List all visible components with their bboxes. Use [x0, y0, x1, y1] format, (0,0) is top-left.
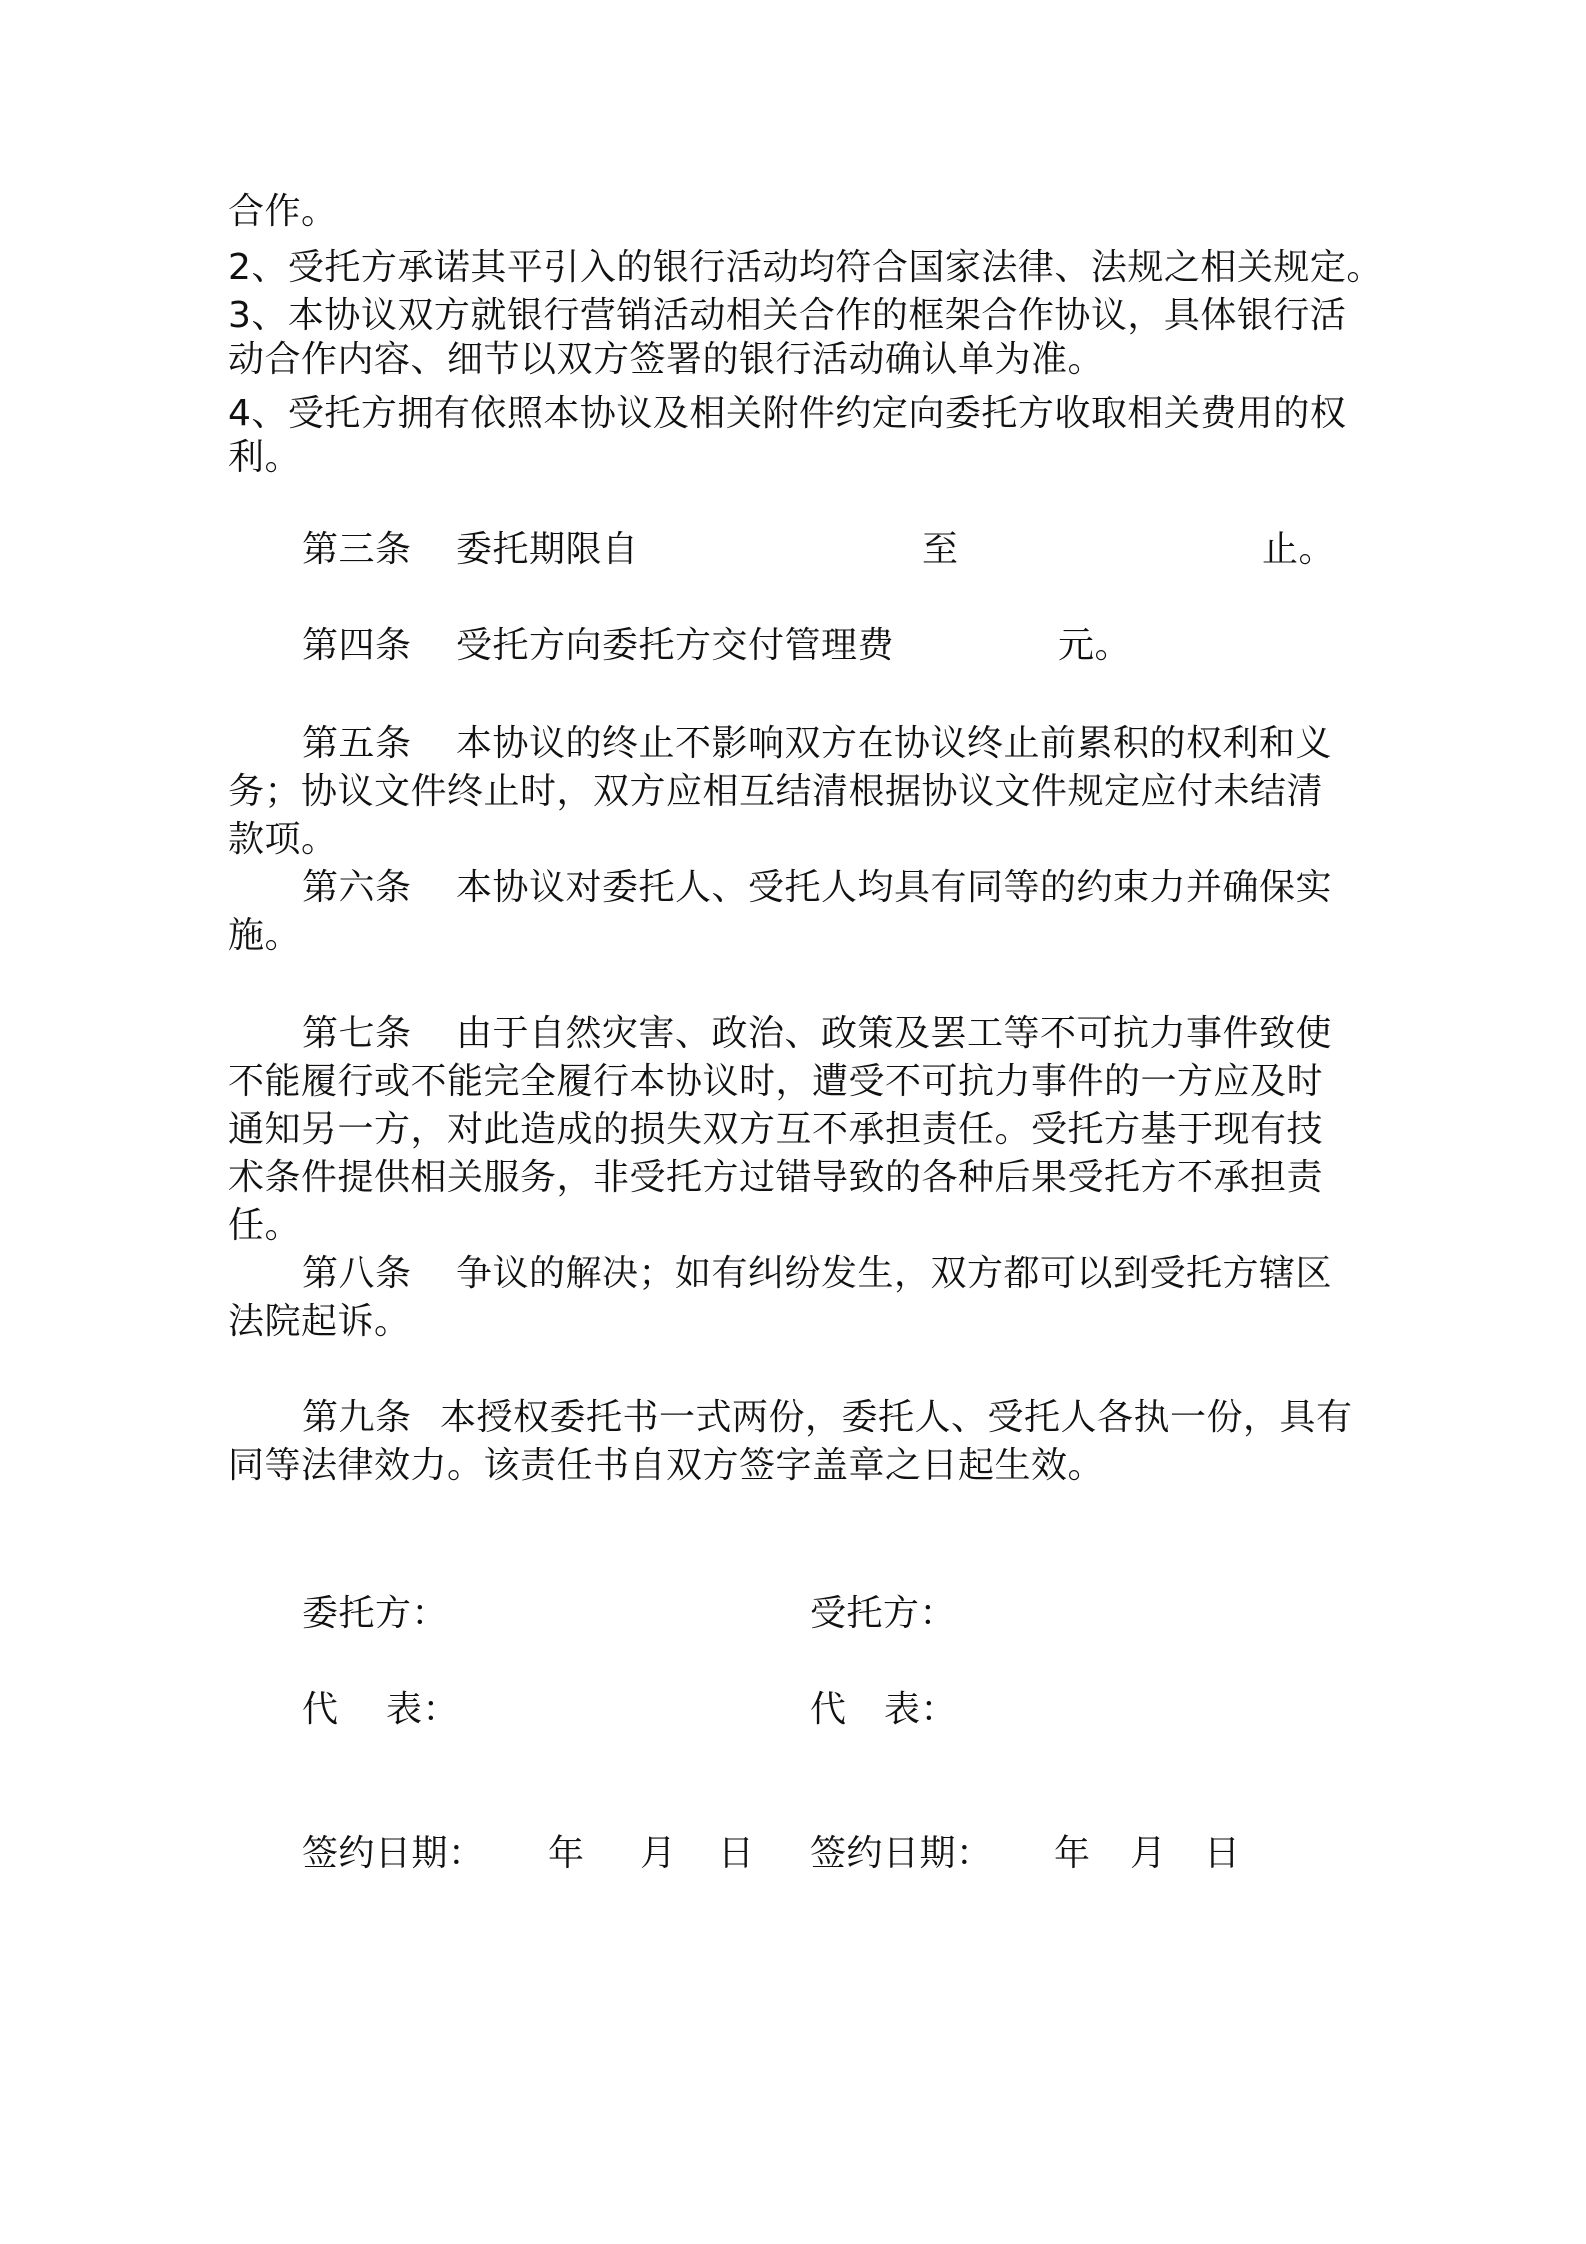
clause-4-line-1: 4、受托方拥有依照本协议及相关附件约定向委托方收取相关费用的权: [228, 393, 1347, 434]
agent-rep-label-1: 代: [810, 1689, 847, 1730]
article-3-end: 止。: [1262, 529, 1336, 570]
article-3-mid: 至: [922, 529, 959, 570]
clause-4-line-2: 利。: [228, 437, 302, 478]
article-8-label: 第八条: [302, 1253, 412, 1294]
paragraph-continuation: 合作。: [228, 191, 338, 232]
principal-rep-label-1: 代: [302, 1689, 339, 1730]
article-5-line-1: 本协议的终止不影响双方在协议终止前累积的权利和义: [456, 723, 1333, 764]
article-5-line-2: 务；协议文件终止时，双方应相互结清根据协议文件规定应付未结清: [228, 771, 1324, 812]
clause-2: 2、受托方承诺其平引入的银行活动均符合国家法律、法规之相关规定。: [228, 247, 1383, 288]
article-9-line-1: 本授权委托书一式两份，委托人、受托人各执一份，具有: [440, 1397, 1353, 1438]
agent-date-label: 签约日期：: [810, 1833, 993, 1874]
principal-rep-label-2: 表：: [386, 1689, 460, 1730]
principal-label: 委托方：: [302, 1593, 449, 1634]
article-9-label: 第九条: [302, 1397, 412, 1438]
principal-date-month: 月: [640, 1833, 677, 1874]
article-3-label: 第三条: [302, 529, 412, 570]
article-8-line-2: 法院起诉。: [228, 1301, 411, 1342]
article-7-line-1: 由于自然灾害、政治、政策及罢工等不可抗力事件致使: [456, 1013, 1333, 1054]
article-3-text: 委托期限自: [456, 529, 639, 570]
principal-date-day: 日: [718, 1833, 755, 1874]
agent-label: 受托方：: [810, 1593, 957, 1634]
agent-date-month: 月: [1130, 1833, 1167, 1874]
article-7-line-2: 不能履行或不能完全履行本协议时，遭受不可抗力事件的一方应及时: [228, 1061, 1324, 1102]
article-5-line-3: 款项。: [228, 819, 338, 860]
principal-date-year: 年: [548, 1833, 585, 1874]
agent-date-year: 年: [1054, 1833, 1091, 1874]
agent-rep-label-2: 表：: [884, 1689, 958, 1730]
article-4-text: 受托方向委托方交付管理费: [456, 625, 895, 666]
article-9-line-2: 同等法律效力。该责任书自双方签字盖章之日起生效。: [228, 1445, 1105, 1486]
agent-date-day: 日: [1204, 1833, 1241, 1874]
article-5-label: 第五条: [302, 723, 412, 764]
article-4-label: 第四条: [302, 625, 412, 666]
article-6-label: 第六条: [302, 867, 412, 908]
article-6-line-1: 本协议对委托人、受托人均具有同等的约束力并确保实: [456, 867, 1333, 908]
clause-3-line-2: 动合作内容、细节以双方签署的银行活动确认单为准。: [228, 339, 1105, 380]
clause-3-line-1: 3、本协议双方就银行营销活动相关合作的框架合作协议，具体银行活: [228, 295, 1347, 336]
article-4-end: 元。: [1058, 625, 1132, 666]
article-7-line-4: 术条件提供相关服务，非受托方过错导致的各种后果受托方不承担责: [228, 1157, 1324, 1198]
article-7-line-5: 任。: [228, 1205, 302, 1246]
article-8-line-1: 争议的解决；如有纠纷发生，双方都可以到受托方辖区: [456, 1253, 1333, 1294]
article-7-label: 第七条: [302, 1013, 412, 1054]
article-7-line-3: 通知另一方，对此造成的损失双方互不承担责任。受托方基于现有技: [228, 1109, 1324, 1150]
principal-date-label: 签约日期：: [302, 1833, 485, 1874]
article-6-line-2: 施。: [228, 915, 302, 956]
